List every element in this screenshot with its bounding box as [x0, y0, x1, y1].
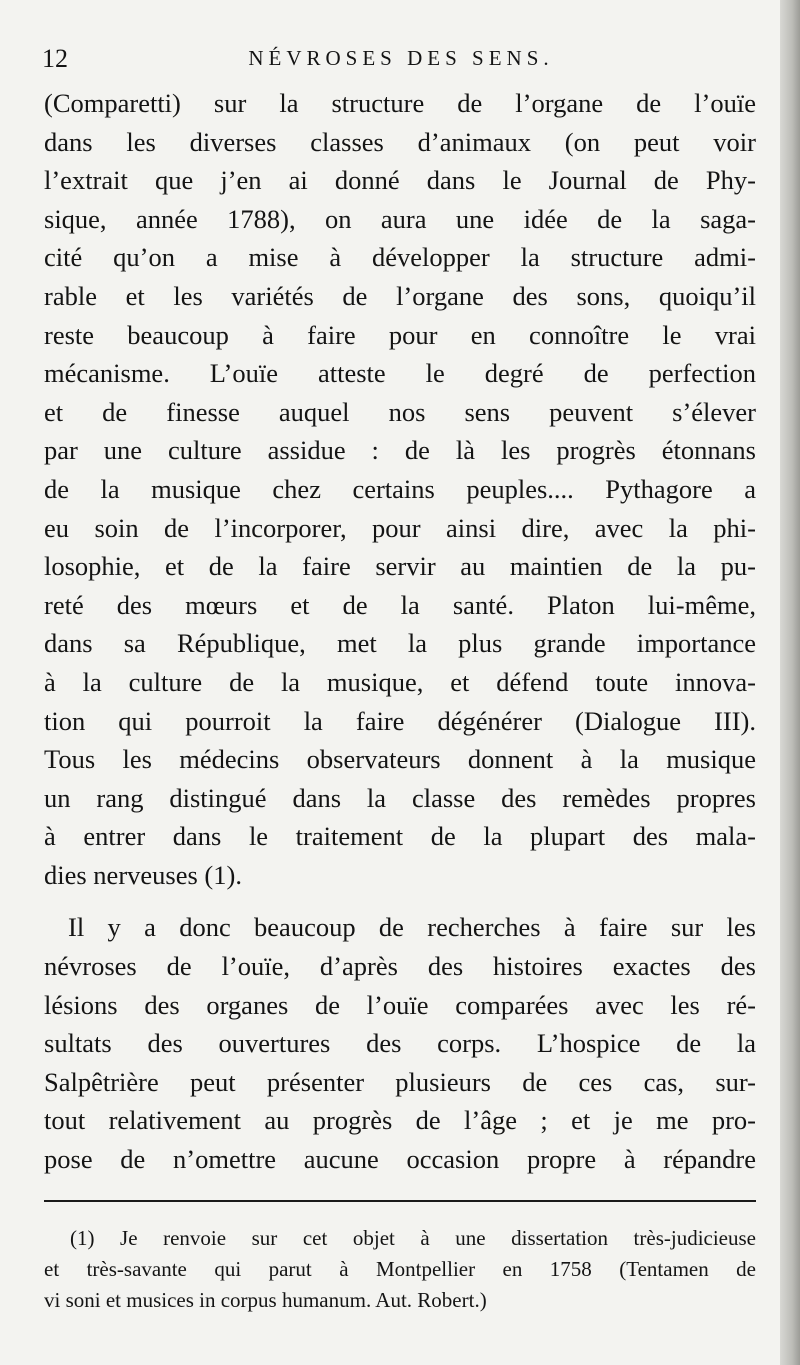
page-number: 12: [42, 44, 68, 73]
text-line: Tous les médecins observateurs donnent à la musique: [44, 744, 756, 775]
paragraph-gap: [44, 894, 756, 908]
text-line: à entrer dans le traitement de la plupart des mala-: [44, 821, 756, 852]
text-line: lésions des organes de l’ouïe comparées avec les ré-: [44, 989, 756, 1020]
text-line: sultats des ouvertures des corps. L’hospice de la: [44, 1028, 756, 1059]
text-line: dans les diverses classes d’animaux (on peut voir: [44, 126, 756, 157]
text-line: par une culture assidue : de là les progrès étonnans: [44, 435, 756, 466]
footnote-line: vi soni et musices in corpus humanum. Aut. Robert.): [44, 1288, 487, 1312]
text-line: dans sa République, met la plus grande importance: [44, 628, 756, 659]
text-line: (Comparetti) sur la structure de l’organe de l’ouïe: [44, 88, 756, 118]
page-edge: [780, 0, 800, 1365]
text-line: eu soin de l’incorporer, pour ainsi dire, avec la phi-: [44, 512, 756, 543]
text-line: et de finesse auquel nos sens peuvent s’élever: [44, 396, 756, 427]
text-line: dies nerveuses (1).: [44, 859, 242, 890]
text-line: de la musique chez certains peuples.... Pythagore a: [44, 473, 756, 504]
running-title: NÉVROSES DES SENS.: [248, 46, 554, 70]
footnote-rule: [44, 1200, 756, 1202]
text-line: tout relativement au progrès de l’âge ; et je me pro-: [44, 1105, 756, 1136]
footnote: [44, 1223, 756, 1316]
text-line: à la culture de la musique, et défend toute innova-: [44, 666, 756, 697]
footnote-line: (1) Je renvoie sur cet objet à une dissertation très-judicieuse: [70, 1226, 756, 1250]
text-line: un rang distingué dans la classe des remèdes propres: [44, 782, 756, 813]
text-line: Il y a donc beaucoup de recherches à faire sur les: [68, 912, 756, 943]
page-header: [42, 44, 760, 84]
text-line: Salpêtrière peut présenter plusieurs de ces cas, sur-: [44, 1066, 756, 1097]
text-line: mécanisme. L’ouïe atteste le degré de perfection: [44, 358, 756, 389]
text-line: cité qu’on a mise à développer la structure admi-: [44, 242, 756, 273]
text-line: losophie, et de la faire servir au maintien de la pu-: [44, 551, 756, 582]
text-line: tion qui pourroit la faire dégénérer (Dialogue III).: [44, 705, 756, 736]
footnote-line: et très-savante qui parut à Montpellier en 1758 (Tentamen de: [44, 1257, 756, 1281]
text-line: sique, année 1788), on aura une idée de la saga-: [44, 203, 756, 234]
text-line: névroses de l’ouïe, d’après des histoires exactes des: [44, 951, 756, 982]
text-line: reté des mœurs et de la santé. Platon lui-même,: [44, 589, 756, 620]
text-line: l’extrait que j’en ai donné dans le Journal de Phy-: [44, 165, 756, 196]
text-line: reste beaucoup à faire pour en connoître le vrai: [44, 319, 756, 350]
text-line: rable et les variétés de l’organe des sons, quoiqu’il: [44, 280, 756, 311]
body-text: [44, 84, 756, 1179]
text-line: pose de n’omettre aucune occasion propre à répandre: [44, 1144, 756, 1175]
